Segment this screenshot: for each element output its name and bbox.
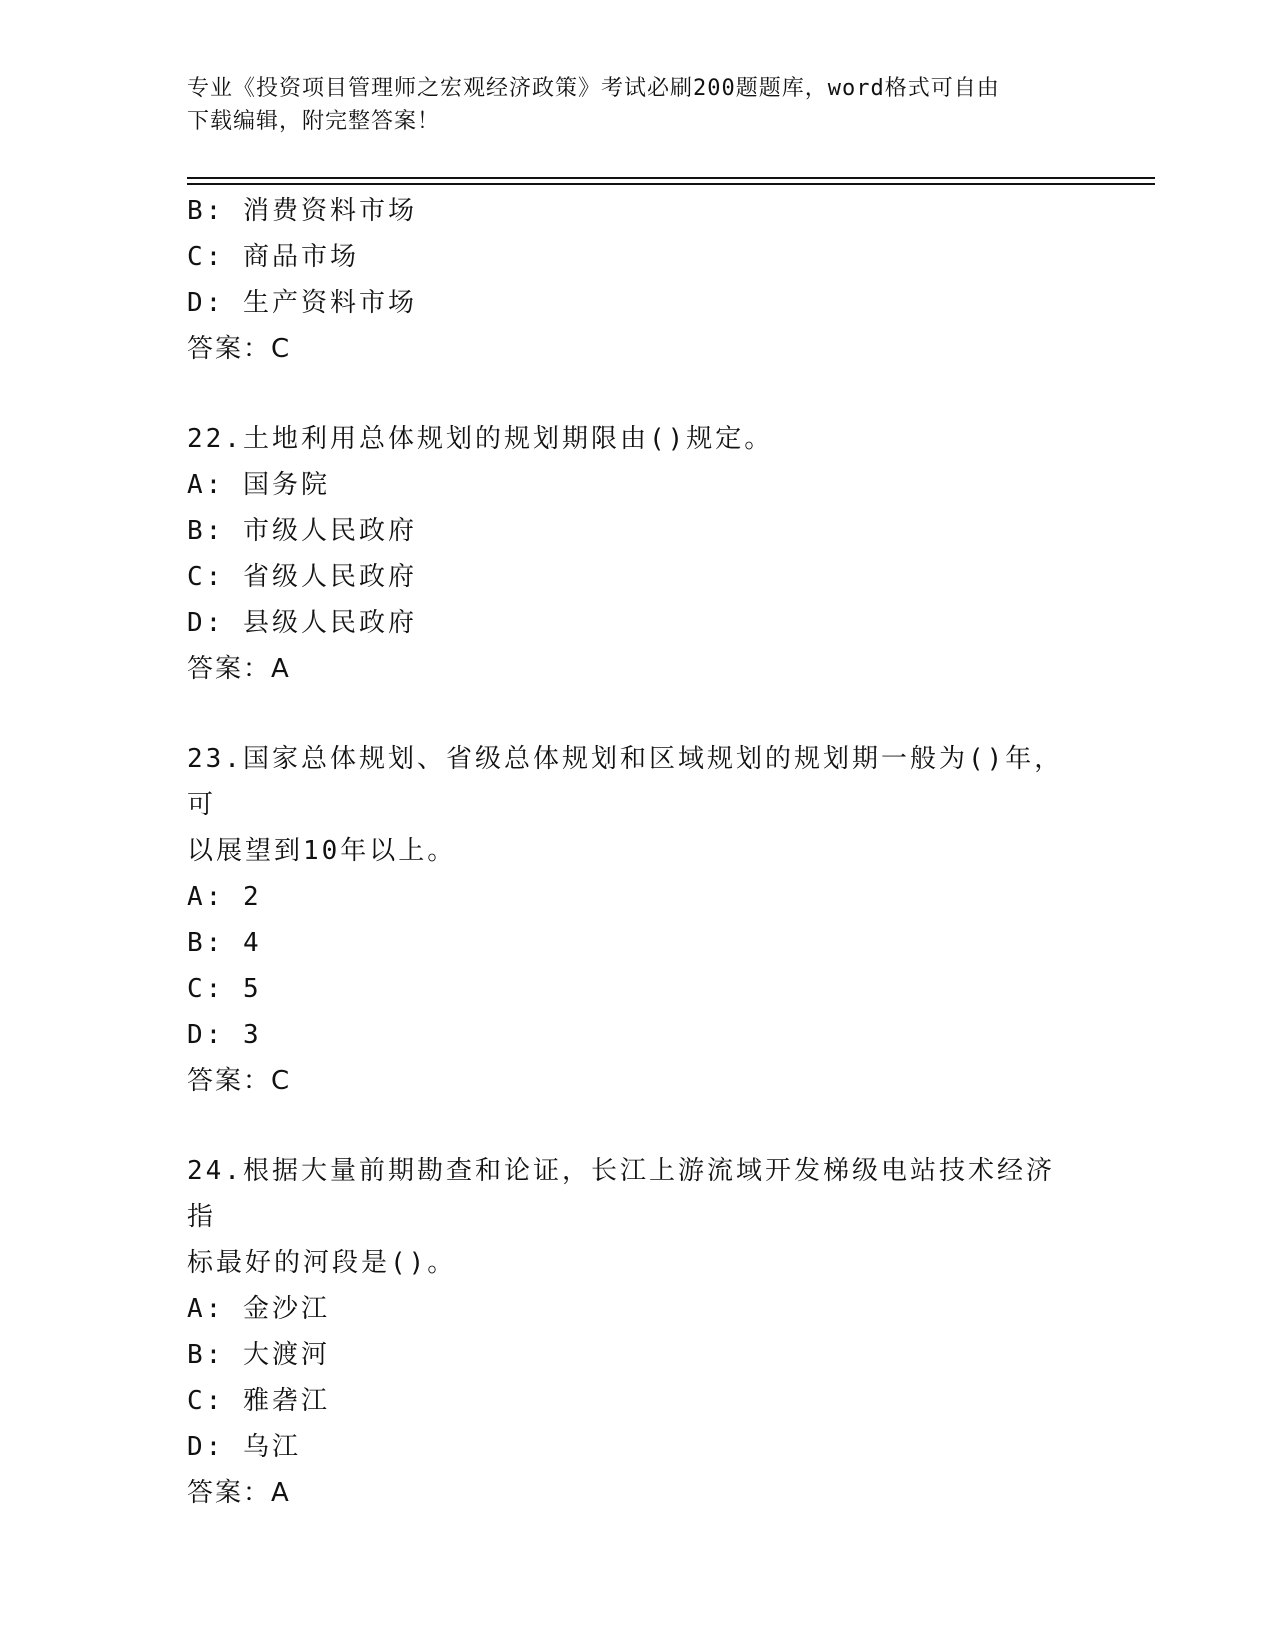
option-b: B: 消费资料市场 bbox=[187, 196, 417, 226]
option-c: C: 省级人民政府 bbox=[187, 562, 417, 592]
question-text bbox=[187, 416, 1067, 462]
option-d: D: 县级人民政府 bbox=[187, 608, 417, 638]
option-a: A: 国务院 bbox=[187, 470, 330, 500]
answer-line: 答案：A bbox=[187, 1478, 291, 1508]
option-d: D: 生产资料市场 bbox=[187, 288, 417, 318]
option-b: B: 4 bbox=[187, 928, 262, 958]
question-list bbox=[187, 188, 1087, 1516]
option-c: C: 雅砻江 bbox=[187, 1386, 330, 1416]
question-text-line: 23.国家总体规划、省级总体规划和区域规划的规划期一般为()年，可 bbox=[187, 744, 1064, 820]
question-22 bbox=[187, 416, 1087, 692]
question-24 bbox=[187, 1148, 1087, 1516]
question-text-line: 24.根据大量前期勘查和论证，长江上游流域开发梯级电站技术经济指 bbox=[187, 1156, 1055, 1232]
header-line-1: 专业《投资项目管理师之宏观经济政策》考试必刷200题题库，word格式可自由 bbox=[187, 76, 1000, 101]
option-d: D: 乌江 bbox=[187, 1432, 301, 1462]
question-text-line: 标最好的河段是()。 bbox=[187, 1248, 457, 1278]
answer-line: 答案：C bbox=[187, 334, 292, 364]
question-21-continued bbox=[187, 188, 1087, 372]
option-c: C: 商品市场 bbox=[187, 242, 359, 272]
option-c: C: 5 bbox=[187, 974, 262, 1004]
option-a: A: 2 bbox=[187, 882, 262, 912]
question-text-line: 以展望到10年以上。 bbox=[187, 836, 457, 866]
answer-line: 答案：C bbox=[187, 1066, 292, 1096]
question-text-line: 22.土地利用总体规划的规划期限由()规定。 bbox=[187, 424, 774, 454]
question-text bbox=[187, 1148, 1067, 1286]
option-a: A: 金沙江 bbox=[187, 1294, 330, 1324]
header-divider-bottom bbox=[187, 183, 1155, 185]
question-text bbox=[187, 736, 1067, 874]
question-23 bbox=[187, 736, 1087, 1104]
option-b: B: 大渡河 bbox=[187, 1340, 330, 1370]
document-header bbox=[187, 72, 1087, 138]
answer-line: 答案：A bbox=[187, 654, 291, 684]
header-line-2: 下载编辑，附完整答案！ bbox=[187, 109, 441, 134]
header-divider-top bbox=[187, 177, 1155, 179]
option-d: D: 3 bbox=[187, 1020, 262, 1050]
option-b: B: 市级人民政府 bbox=[187, 516, 417, 546]
